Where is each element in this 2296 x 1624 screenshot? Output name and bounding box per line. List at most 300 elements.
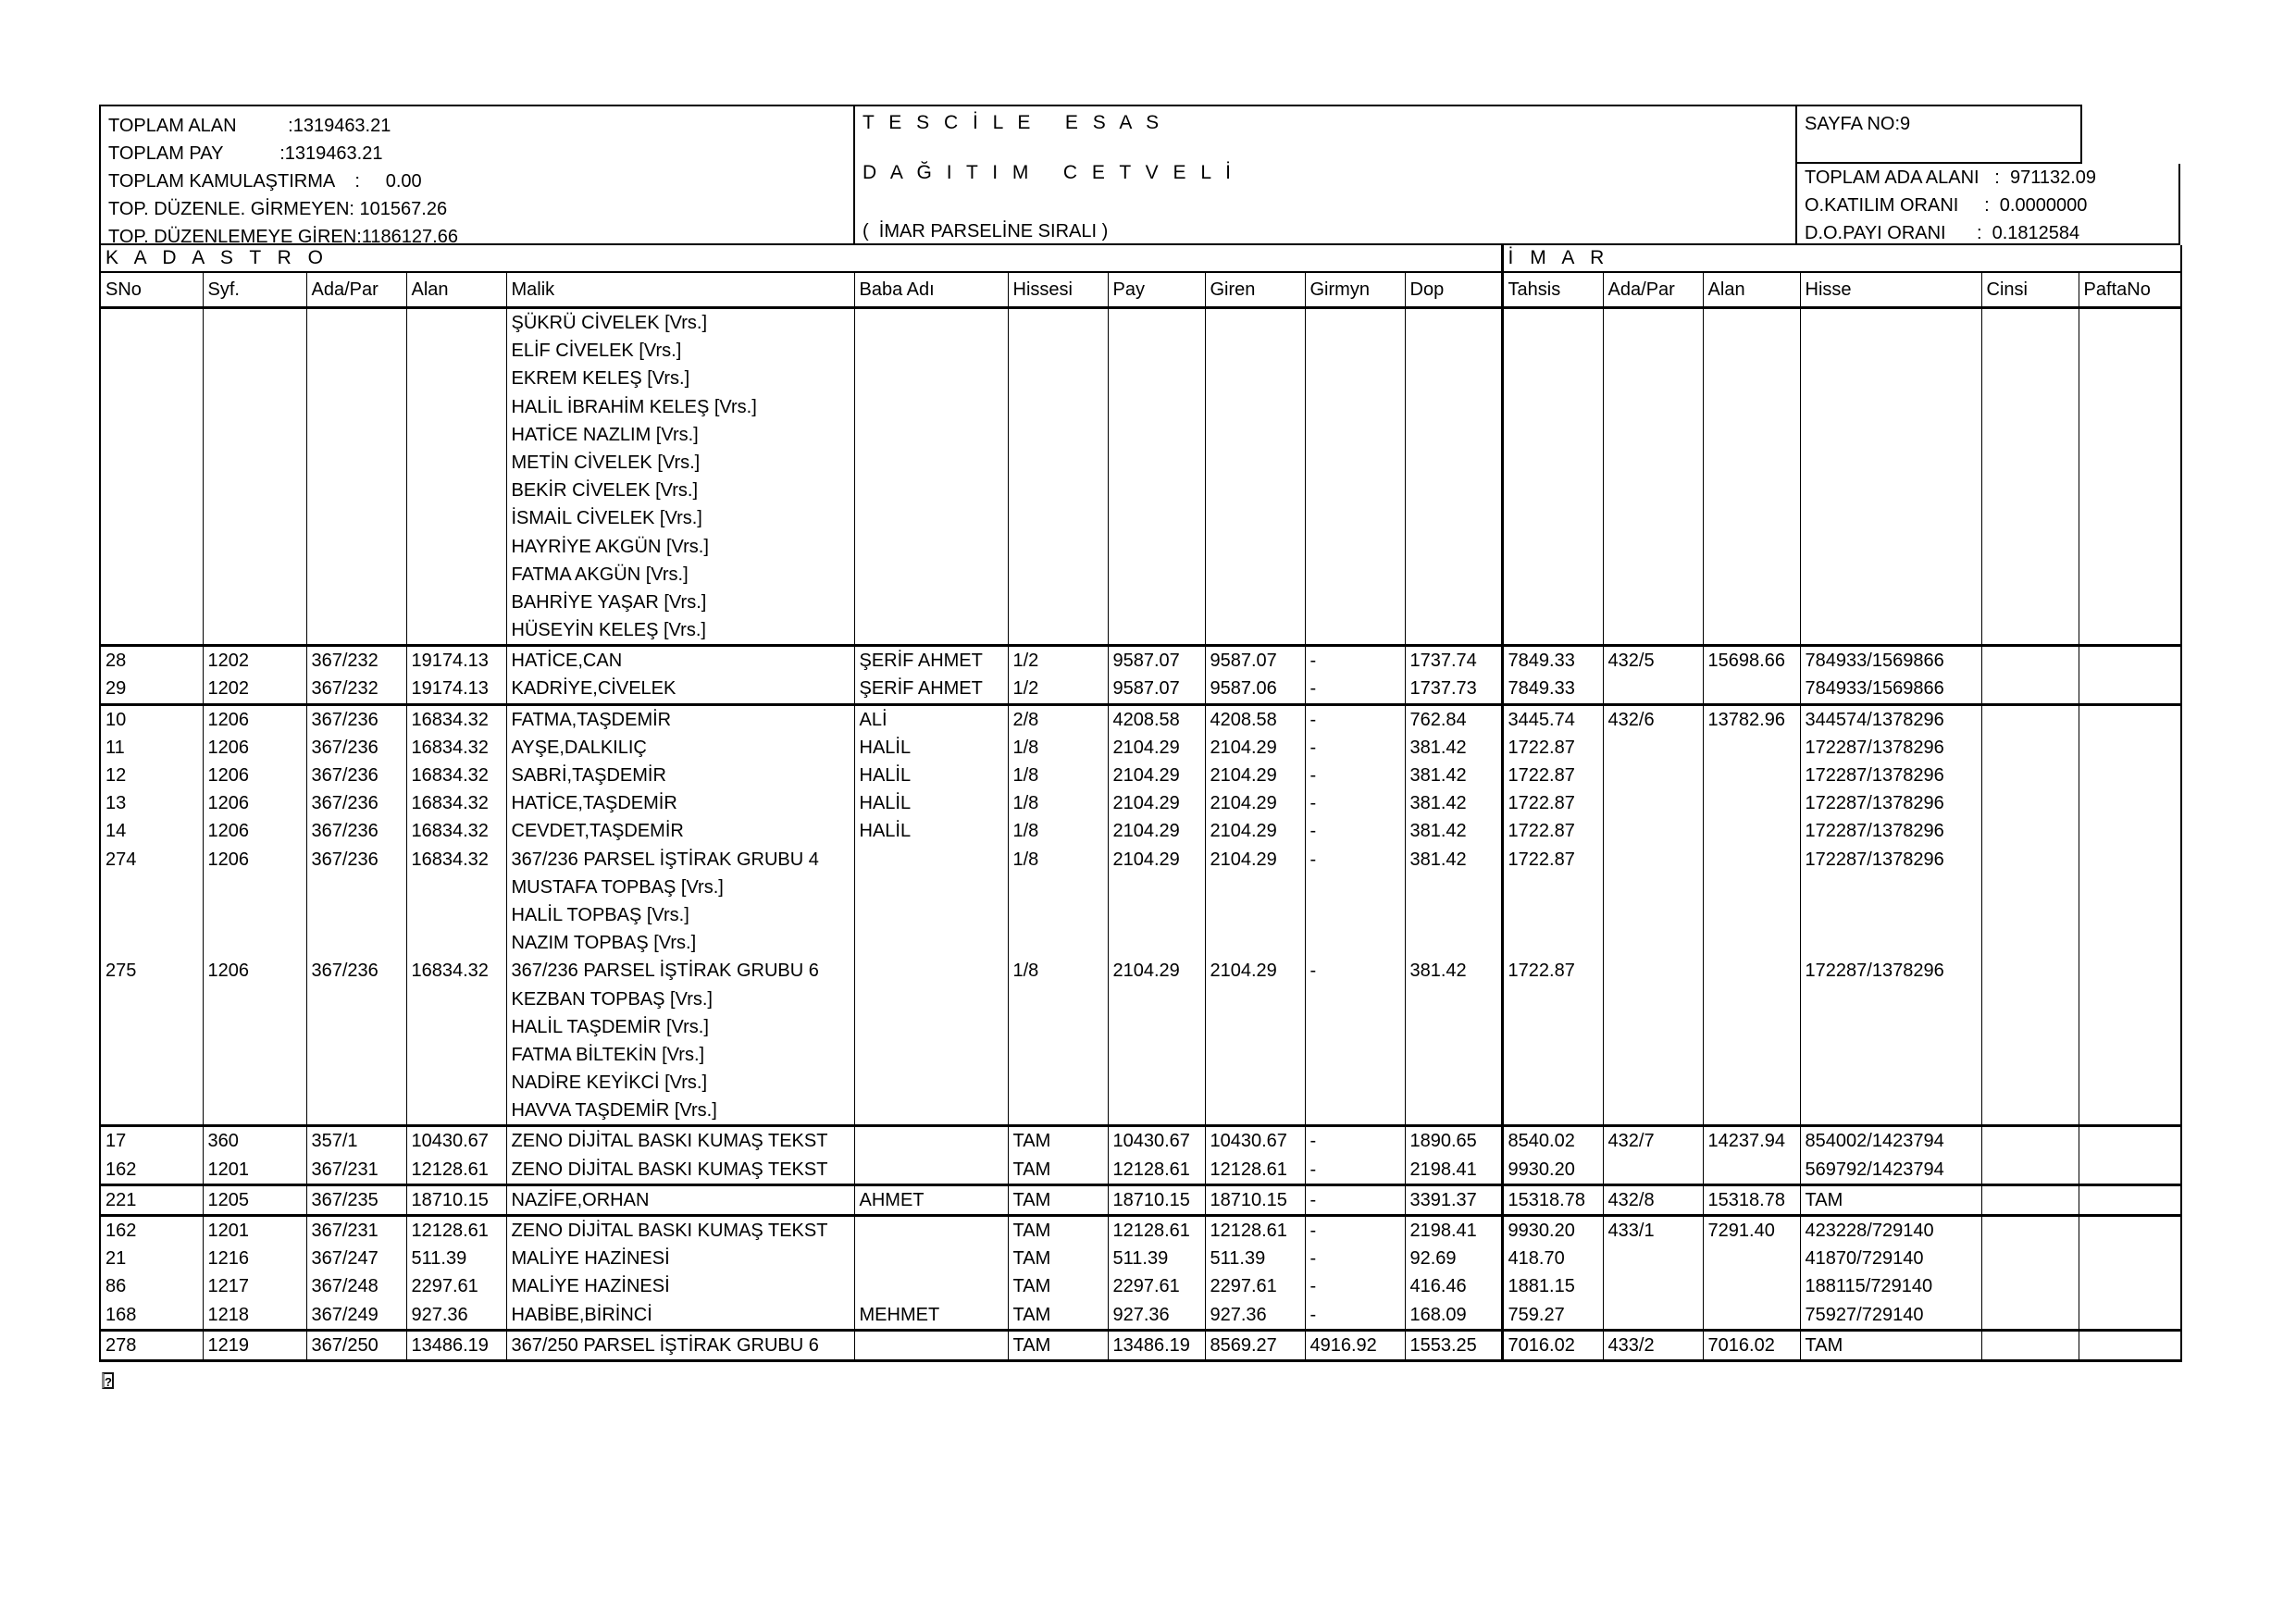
table-cell: 1205 <box>203 1184 306 1215</box>
column-header-12: Ada/Par <box>1603 272 1703 308</box>
table-cell <box>854 986 1008 1013</box>
table-cell <box>2079 308 2181 338</box>
table-cell <box>306 616 406 646</box>
page-number-box: SAYFA NO:9 <box>1795 105 2082 164</box>
table-cell <box>1205 616 1305 646</box>
table-cell: 162 <box>100 1216 203 1246</box>
table-cell: 367/232 <box>306 675 406 704</box>
table-cell: FATMA BİLTEKİN [Vrs.] <box>506 1041 854 1069</box>
table-cell: 4208.58 <box>1108 704 1205 734</box>
column-header-1: Syf. <box>203 272 306 308</box>
table-cell: 12128.61 <box>1205 1156 1305 1185</box>
table-cell: 1/8 <box>1008 846 1108 874</box>
table-cell <box>1981 1126 2079 1156</box>
imar-section-label: İ M A R <box>1502 245 2181 272</box>
table-cell: 10430.67 <box>1108 1126 1205 1156</box>
table-cell <box>1981 762 2079 789</box>
table-cell <box>406 504 506 532</box>
table-cell: 1/2 <box>1008 675 1108 704</box>
table-cell <box>100 533 203 561</box>
table-cell: 18710.15 <box>406 1184 506 1215</box>
column-header-14: Hisse <box>1800 272 1981 308</box>
table-cell <box>406 308 506 338</box>
table-cell <box>1703 957 1800 985</box>
top-duzenlemeye-giren-line: TOP. DÜZENLEMEYE GİREN:1186127.66 <box>108 227 458 247</box>
table-row <box>100 646 2181 676</box>
table-cell <box>1108 874 1205 901</box>
table-cell <box>203 901 306 929</box>
table-cell: 3391.37 <box>1405 1184 1502 1215</box>
table-cell <box>1405 308 1502 338</box>
table-cell <box>1502 1041 1603 1069</box>
table-cell <box>2079 762 2181 789</box>
table-cell: 9587.07 <box>1108 675 1205 704</box>
table-cell: 381.42 <box>1405 789 1502 817</box>
table-cell <box>1305 1069 1405 1097</box>
table-cell: HABİBE,BİRİNCİ <box>506 1301 854 1331</box>
table-cell <box>1305 504 1405 532</box>
table-cell: BAHRİYE YAŞAR [Vrs.] <box>506 589 854 616</box>
table-cell: 511.39 <box>1108 1245 1205 1272</box>
table-cell <box>2079 846 2181 874</box>
table-cell <box>306 449 406 477</box>
table-cell <box>2079 1013 2181 1041</box>
header-totals-box <box>99 105 853 245</box>
table-cell <box>1603 616 1703 646</box>
table-cell <box>1008 449 1108 477</box>
table-row <box>100 675 2181 704</box>
table-cell <box>854 1216 1008 1246</box>
table-cell: 7016.02 <box>1502 1330 1603 1360</box>
table-cell <box>1305 365 1405 392</box>
table-cell: BEKİR CİVELEK [Vrs.] <box>506 477 854 504</box>
table-cell <box>1800 504 1981 532</box>
table-cell <box>1603 789 1703 817</box>
table-cell <box>1108 449 1205 477</box>
table-cell <box>854 846 1008 874</box>
column-header-16: PaftaNo <box>2079 272 2181 308</box>
table-cell: 1206 <box>203 817 306 845</box>
table-cell: 10430.67 <box>1205 1126 1305 1156</box>
table-cell: 2104.29 <box>1108 817 1205 845</box>
table-cell <box>1703 365 1800 392</box>
table-cell: 21 <box>100 1245 203 1272</box>
table-cell <box>1703 1041 1800 1069</box>
table-cell: - <box>1305 1216 1405 1246</box>
table-cell: 9587.07 <box>1108 646 1205 676</box>
table-cell: - <box>1305 1272 1405 1300</box>
table-cell <box>1502 874 1603 901</box>
table-cell: 13782.96 <box>1703 704 1800 734</box>
table-cell: 86 <box>100 1272 203 1300</box>
table-cell <box>406 477 506 504</box>
table-cell <box>1703 1069 1800 1097</box>
table-cell: TAM <box>1008 1184 1108 1215</box>
table-cell: 2297.61 <box>406 1272 506 1300</box>
column-header-3: Alan <box>406 272 506 308</box>
table-cell: 367/236 <box>306 846 406 874</box>
table-cell: 367/231 <box>306 1156 406 1185</box>
table-cell <box>1603 901 1703 929</box>
table-cell <box>1603 561 1703 589</box>
table-cell <box>1205 929 1305 957</box>
table-cell <box>854 589 1008 616</box>
table-cell: TAM <box>1008 1126 1108 1156</box>
right-border-segment <box>2178 164 2180 245</box>
table-cell <box>1405 589 1502 616</box>
table-cell: 367/235 <box>306 1184 406 1215</box>
table-cell <box>1800 1097 1981 1126</box>
column-header-15: Cinsi <box>1981 272 2079 308</box>
table-cell: 367/232 <box>306 646 406 676</box>
table-cell <box>854 1330 1008 1360</box>
table-cell <box>1703 675 1800 704</box>
table-cell: HALİL TOPBAŞ [Vrs.] <box>506 901 854 929</box>
table-cell: 41870/729140 <box>1800 1245 1981 1272</box>
table-cell <box>2079 616 2181 646</box>
table-cell: HATİCE NAZLIM [Vrs.] <box>506 421 854 449</box>
table-cell <box>1108 1041 1205 1069</box>
table-cell: MUSTAFA TOPBAŞ [Vrs.] <box>506 874 854 901</box>
table-cell <box>1008 1097 1108 1126</box>
table-cell <box>1008 1041 1108 1069</box>
table-cell: 11 <box>100 734 203 762</box>
table-cell: 927.36 <box>1205 1301 1305 1331</box>
table-cell <box>1981 421 2079 449</box>
column-header-13: Alan <box>1703 272 1800 308</box>
table-cell <box>1008 874 1108 901</box>
table-row <box>100 1184 2181 1215</box>
table-cell <box>1008 1013 1108 1041</box>
table-cell: 29 <box>100 675 203 704</box>
table-cell: EKREM KELEŞ [Vrs.] <box>506 365 854 392</box>
table-cell <box>854 1013 1008 1041</box>
kadastro-section-label: K A D A S T R O <box>100 245 1502 272</box>
table-cell: 367/236 <box>306 734 406 762</box>
table-row <box>100 1126 2181 1156</box>
table-cell <box>1502 561 1603 589</box>
heir-row <box>100 1069 2181 1097</box>
table-cell: 14237.94 <box>1703 1126 1800 1156</box>
table-cell: AHMET <box>854 1184 1008 1215</box>
table-cell: TAM <box>1800 1184 1981 1215</box>
table-cell: 1722.87 <box>1502 817 1603 845</box>
table-cell: - <box>1305 762 1405 789</box>
table-cell: 18710.15 <box>1108 1184 1205 1215</box>
table-cell <box>1205 1069 1305 1097</box>
table-cell: 1217 <box>203 1272 306 1300</box>
table-cell: - <box>1305 846 1405 874</box>
heir-row <box>100 929 2181 957</box>
table-cell <box>1305 393 1405 421</box>
table-cell <box>1981 1245 2079 1272</box>
table-cell: - <box>1305 817 1405 845</box>
table-cell <box>1305 1041 1405 1069</box>
table-cell <box>2079 1245 2181 1272</box>
table-cell <box>203 393 306 421</box>
column-header-7: Pay <box>1108 272 1205 308</box>
table-cell <box>1502 1097 1603 1126</box>
table-cell <box>1981 1041 2079 1069</box>
table-cell: 381.42 <box>1405 762 1502 789</box>
table-cell: 9930.20 <box>1502 1156 1603 1185</box>
heir-row <box>100 561 2181 589</box>
table-cell <box>1981 874 2079 901</box>
table-cell <box>1305 616 1405 646</box>
table-cell: 1722.87 <box>1502 734 1603 762</box>
table-cell: 4916.92 <box>1305 1330 1405 1360</box>
table-cell <box>1603 449 1703 477</box>
table-cell <box>854 337 1008 365</box>
table-cell <box>1205 561 1305 589</box>
table-cell <box>203 561 306 589</box>
table-cell <box>306 337 406 365</box>
table-cell <box>1703 1245 1800 1272</box>
table-cell: 367/236 <box>306 957 406 985</box>
table-cell <box>1008 561 1108 589</box>
table-cell: - <box>1305 1301 1405 1331</box>
table-cell <box>854 616 1008 646</box>
table-cell <box>406 365 506 392</box>
table-cell <box>2079 704 2181 734</box>
table-cell: - <box>1305 646 1405 676</box>
table-cell <box>1703 789 1800 817</box>
table-cell <box>1008 986 1108 1013</box>
table-cell: 7016.02 <box>1703 1330 1800 1360</box>
table-cell <box>1108 929 1205 957</box>
table-cell <box>1603 817 1703 845</box>
table-cell <box>1405 1097 1502 1126</box>
table-cell: TAM <box>1008 1272 1108 1300</box>
table-cell: 16834.32 <box>406 817 506 845</box>
table-cell <box>1502 337 1603 365</box>
table-cell: 12128.61 <box>406 1156 506 1185</box>
table-cell: 275 <box>100 957 203 985</box>
main-table <box>99 245 2182 1362</box>
table-cell <box>203 1069 306 1097</box>
table-cell <box>1305 421 1405 449</box>
table-cell: ŞERİF AHMET <box>854 675 1008 704</box>
table-cell: 2104.29 <box>1205 762 1305 789</box>
table-cell <box>100 337 203 365</box>
heir-row <box>100 589 2181 616</box>
table-cell <box>1703 874 1800 901</box>
table-cell <box>306 1069 406 1097</box>
table-cell: 433/2 <box>1603 1330 1703 1360</box>
table-cell <box>406 393 506 421</box>
table-cell <box>854 1126 1008 1156</box>
table-cell: SABRİ,TAŞDEMİR <box>506 762 854 789</box>
table-cell: - <box>1305 1156 1405 1185</box>
table-cell <box>1981 533 2079 561</box>
table-cell: 2104.29 <box>1205 846 1305 874</box>
table-cell <box>1981 1156 2079 1185</box>
table-cell <box>2079 449 2181 477</box>
table-cell <box>2079 675 2181 704</box>
table-cell <box>1703 1301 1800 1331</box>
table-cell <box>1603 874 1703 901</box>
table-cell <box>306 561 406 589</box>
table-cell <box>1800 986 1981 1013</box>
table-cell <box>1981 393 2079 421</box>
table-cell <box>1703 504 1800 532</box>
total-pay-line: TOPLAM PAY :1319463.21 <box>108 143 383 164</box>
table-cell <box>2079 901 2181 929</box>
table-cell <box>2079 1126 2181 1156</box>
table-cell: 784933/1569866 <box>1800 675 1981 704</box>
table-cell <box>100 1069 203 1097</box>
table-cell <box>1502 986 1603 1013</box>
table-cell: 367/249 <box>306 1301 406 1331</box>
table-cell <box>1305 1013 1405 1041</box>
table-cell <box>1703 421 1800 449</box>
table-cell <box>100 929 203 957</box>
table-cell <box>1981 704 2079 734</box>
table-cell <box>1008 533 1108 561</box>
table-cell: 278 <box>100 1330 203 1360</box>
table-cell <box>1981 646 2079 676</box>
column-header-11: Tahsis <box>1502 272 1603 308</box>
table-cell <box>1305 477 1405 504</box>
table-cell <box>1405 986 1502 1013</box>
table-cell <box>1703 986 1800 1013</box>
table-cell <box>1205 308 1305 338</box>
heir-row <box>100 874 2181 901</box>
table-cell: 367/247 <box>306 1245 406 1272</box>
table-cell: 511.39 <box>1205 1245 1305 1272</box>
table-cell: HALİL TAŞDEMİR [Vrs.] <box>506 1013 854 1041</box>
table-cell: 432/8 <box>1603 1184 1703 1215</box>
table-cell <box>1981 1301 2079 1331</box>
table-cell <box>1008 337 1108 365</box>
table-cell: 367/236 <box>306 762 406 789</box>
column-header-10: Dop <box>1405 272 1502 308</box>
table-cell: AYŞE,DALKILIÇ <box>506 734 854 762</box>
table-cell <box>1205 986 1305 1013</box>
table-cell <box>406 929 506 957</box>
table-cell <box>854 1041 1008 1069</box>
table-cell: 162 <box>100 1156 203 1185</box>
table-cell: KADRİYE,CİVELEK <box>506 675 854 704</box>
table-cell: 16834.32 <box>406 762 506 789</box>
table-cell <box>1603 589 1703 616</box>
table-cell <box>1205 1013 1305 1041</box>
table-cell <box>1981 1097 2079 1126</box>
table-cell <box>1008 365 1108 392</box>
table-cell: 367/236 PARSEL İŞTİRAK GRUBU 6 <box>506 957 854 985</box>
table-cell <box>1981 901 2079 929</box>
table-cell: 172287/1378296 <box>1800 846 1981 874</box>
table-cell <box>854 1156 1008 1185</box>
table-cell <box>2079 646 2181 676</box>
table-cell: 927.36 <box>1108 1301 1205 1331</box>
table-cell <box>2079 1272 2181 1300</box>
table-cell <box>203 929 306 957</box>
table-cell: 784933/1569866 <box>1800 646 1981 676</box>
table-cell: 14 <box>100 817 203 845</box>
section-band-row <box>100 245 2181 272</box>
table-cell <box>1008 393 1108 421</box>
table-cell <box>854 533 1008 561</box>
table-cell <box>2079 393 2181 421</box>
table-cell <box>1108 421 1205 449</box>
table-cell <box>1502 308 1603 338</box>
table-cell <box>1800 561 1981 589</box>
table-cell <box>854 421 1008 449</box>
table-cell <box>1008 1069 1108 1097</box>
heir-row <box>100 421 2181 449</box>
table-cell <box>2079 477 2181 504</box>
table-cell <box>1205 1041 1305 1069</box>
table-cell <box>1502 504 1603 532</box>
table-cell: HALİL <box>854 734 1008 762</box>
column-header-row <box>100 272 2181 308</box>
table-cell: 381.42 <box>1405 846 1502 874</box>
heir-row <box>100 308 2181 338</box>
table-cell: 1201 <box>203 1156 306 1185</box>
table-cell <box>1703 762 1800 789</box>
table-row <box>100 957 2181 985</box>
table-cell <box>854 901 1008 929</box>
table-cell: 1206 <box>203 762 306 789</box>
table-cell <box>203 1097 306 1126</box>
table-cell <box>854 308 1008 338</box>
table-cell <box>1008 477 1108 504</box>
table-cell: 1202 <box>203 646 306 676</box>
table-cell <box>2079 1069 2181 1097</box>
table-cell: 10 <box>100 704 203 734</box>
table-cell <box>1703 929 1800 957</box>
table-cell <box>1305 874 1405 901</box>
table-cell <box>1603 365 1703 392</box>
table-cell <box>1981 1216 2079 1246</box>
table-cell <box>306 901 406 929</box>
table-cell: 16834.32 <box>406 734 506 762</box>
table-cell: 2104.29 <box>1205 817 1305 845</box>
table-cell: 433/1 <box>1603 1216 1703 1246</box>
table-cell <box>1502 393 1603 421</box>
document-title-line2: D A Ğ I T I M C E T V E L İ <box>863 162 1235 183</box>
table-cell <box>1008 616 1108 646</box>
table-cell: HATİCE,TAŞDEMİR <box>506 789 854 817</box>
table-cell <box>203 533 306 561</box>
table-cell: 360 <box>203 1126 306 1156</box>
table-cell: TAM <box>1008 1245 1108 1272</box>
table-cell: - <box>1305 704 1405 734</box>
table-cell <box>1405 421 1502 449</box>
table-cell: HALİL <box>854 762 1008 789</box>
table-cell <box>1800 929 1981 957</box>
table-cell <box>2079 929 2181 957</box>
table-cell: NAZIM TOPBAŞ [Vrs.] <box>506 929 854 957</box>
table-cell <box>2079 789 2181 817</box>
table-cell: 2104.29 <box>1108 789 1205 817</box>
table-cell <box>406 874 506 901</box>
table-cell <box>1108 1069 1205 1097</box>
table-cell <box>1502 589 1603 616</box>
table-cell <box>2079 734 2181 762</box>
table-cell <box>1205 477 1305 504</box>
table-cell <box>1008 421 1108 449</box>
table-cell <box>1108 393 1205 421</box>
table-cell: 274 <box>100 846 203 874</box>
table-cell <box>854 561 1008 589</box>
column-header-9: Girmyn <box>1305 272 1405 308</box>
table-cell: 7849.33 <box>1502 646 1603 676</box>
table-cell: 569792/1423794 <box>1800 1156 1981 1185</box>
column-header-0: SNo <box>100 272 203 308</box>
table-cell <box>1800 901 1981 929</box>
